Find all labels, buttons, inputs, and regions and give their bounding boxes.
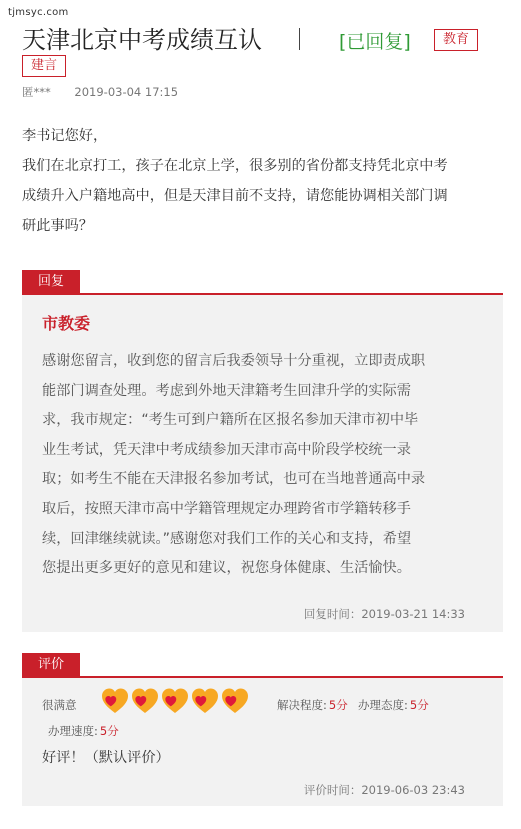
category-tag[interactable]: 教育 [434, 29, 478, 51]
question-body [22, 121, 510, 241]
reply-time: 回复时间：2019-03-21 14:33 [303, 607, 465, 621]
satisfaction-level: 很满意 [42, 698, 77, 712]
evaluation-content: 好评！（默认评价） [42, 750, 170, 766]
type-tag[interactable]: 建言 [22, 55, 66, 77]
heart-icon [130, 686, 160, 716]
reply-line: 您提出更多更好的意见和建议，祝您身体健康、生活愉快。 [42, 560, 411, 577]
heart-icon [190, 686, 220, 716]
score-label: 解决程度: [277, 698, 327, 712]
score-label: 办理速度: [48, 724, 98, 738]
heart-icon [160, 686, 190, 716]
status-label: [已回复] [339, 31, 411, 53]
evaluation-panel [22, 678, 503, 806]
site-watermark: tjmsyc.com [8, 7, 69, 18]
score-speed [48, 723, 119, 739]
author-name: 匿*** [22, 85, 51, 99]
score-resolution [277, 697, 348, 713]
evaluation-section-label: 评价 [22, 653, 80, 677]
score-label: 办理态度: [358, 698, 408, 712]
reply-section-label: 回复 [22, 270, 80, 294]
question-line: 成绩升入户籍地高中，但是天津目前不支持，请您能协调相关部门调 [22, 188, 448, 204]
question-line: 我们在北京打工，孩子在北京上学，很多别的省份都支持凭北京中考 [22, 158, 448, 174]
reply-line: 业生考试，凭天津中考成绩参加天津市高中阶段学校统一录 [42, 441, 411, 458]
page-title: 天津北京中考成绩互认 [22, 26, 262, 54]
question-line: 李书记您好， [22, 128, 108, 144]
heart-rating [100, 686, 256, 716]
reply-line: 取；如考生不能在天津报名参加考试，也可在当地普通高中录 [42, 471, 426, 488]
heart-icon [220, 686, 250, 716]
title-divider [299, 28, 300, 50]
post-date: 2019-03-04 17:15 [74, 85, 179, 99]
reply-line: 感谢您留言，收到您的留言后我委领导十分重视，立即责成职 [42, 353, 426, 369]
reply-body [42, 347, 492, 584]
score-value: 5分 [99, 724, 119, 738]
question-line: 研此事吗？ [22, 218, 93, 234]
reply-line: 续，回津继续就读。”感谢您对我们工作的关心和支持，希望 [42, 530, 412, 547]
post-meta [22, 84, 178, 100]
score-value: 5分 [328, 698, 348, 712]
reply-organization: 市教委 [42, 314, 91, 333]
reply-panel [22, 295, 503, 632]
score-value: 5分 [409, 698, 429, 712]
score-attitude [358, 697, 429, 713]
reply-line: 求，我市规定：“考生可到户籍所在区报名参加天津市初中毕 [42, 412, 419, 429]
evaluation-time: 评价时间：2019-06-03 23:43 [303, 783, 465, 797]
reply-line: 能部门调查处理。考虑到外地天津籍考生回津升学的实际需 [42, 382, 411, 399]
heart-icon [100, 686, 130, 716]
reply-line: 取后，按照天津市高中学籍管理规定办理跨省市学籍转移手 [42, 500, 411, 517]
